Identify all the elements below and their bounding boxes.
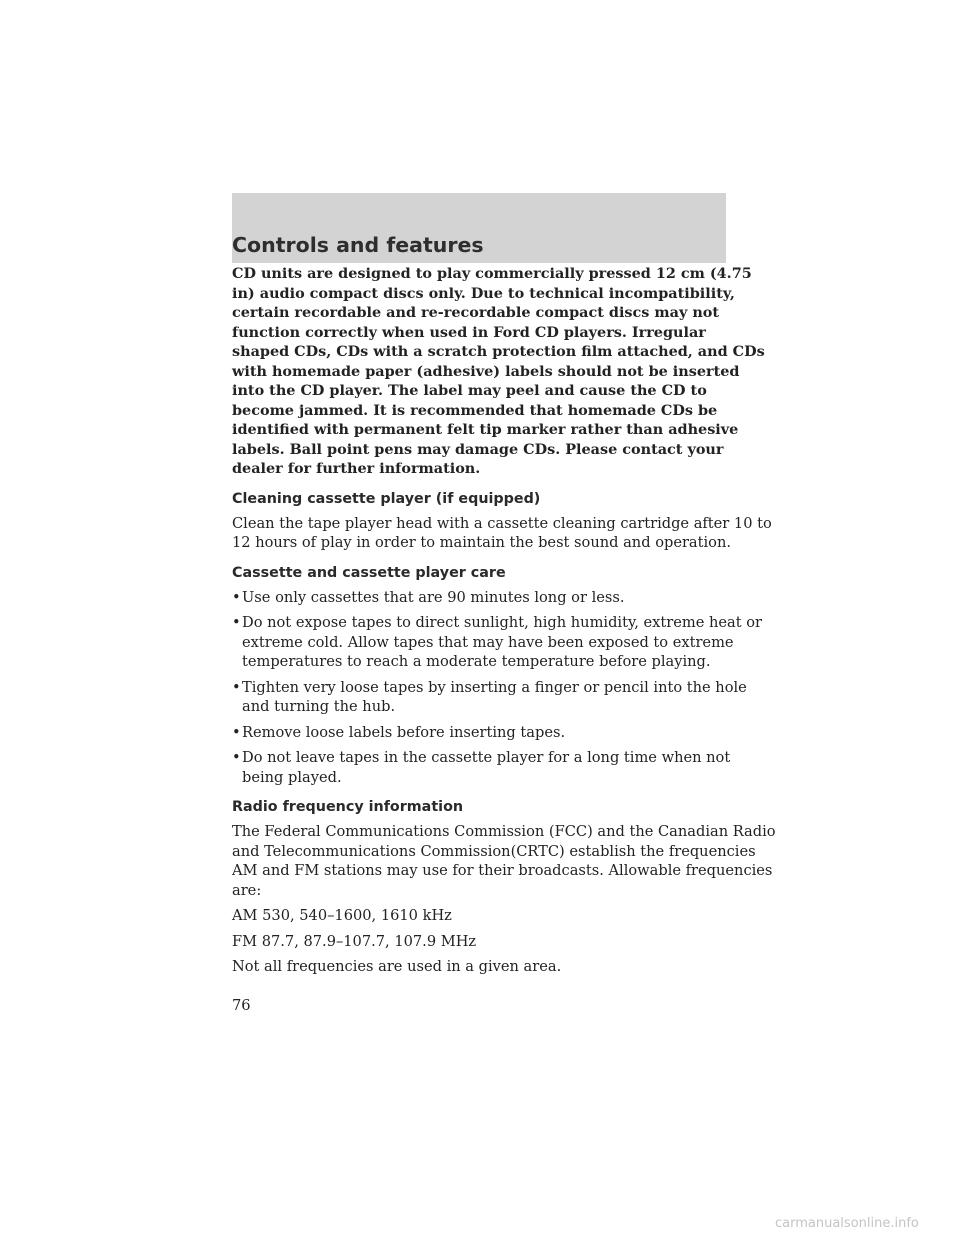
warning-line: with homemade paper (adhesive) labels should not be inserted: [232, 362, 740, 380]
list-item: [232, 613, 763, 672]
list-item-text: extreme cold. Allow tapes that may have been exposed to extreme: [242, 633, 734, 651]
warning-line: dealer for further information.: [232, 460, 481, 477]
radio-paragraph: [232, 822, 776, 900]
list-item-text: Tighten very loose tapes by inserting a finger or pencil into the hole: [242, 678, 747, 696]
radio-line: The Federal Communications Commission (FCC) and the Canadian Radio: [232, 823, 776, 840]
am-frequencies: AM 530, 540–1600, 1610 kHz: [232, 907, 452, 924]
care-heading: Cassette and cassette player care: [232, 564, 506, 581]
page-number: 76: [232, 997, 251, 1014]
cleaning-paragraph: [232, 514, 772, 553]
warning-line: certain recordable and re-recordable compact discs may not: [232, 304, 720, 321]
bullet-icon: •: [232, 678, 241, 696]
warning-line: into the CD player. The label may peel and cause the CD to: [232, 382, 707, 399]
warning-line: shaped CDs, CDs with a scratch protection film attached, and CDs: [232, 343, 765, 360]
cd-warning-paragraph: [232, 264, 765, 479]
warning-line: function correctly when used in Ford CD players. Irregular: [232, 323, 706, 341]
list-item: [232, 748, 736, 787]
list-item-text: Use only cassettes that are 90 minutes long or less.: [242, 588, 625, 606]
radio-heading: Radio frequency information: [232, 799, 464, 815]
list-item-text: Do not leave tapes in the cassette player for a long time when not: [242, 749, 731, 766]
page-content: [232, 264, 776, 977]
bullet-icon: •: [232, 614, 241, 631]
warning-line: labels. Ball point pens may damage CDs. Please contact your: [232, 440, 724, 458]
list-item-text: Remove loose labels before inserting tapes.: [242, 723, 566, 741]
cleaning-line: Clean the tape player head with a cassette cleaning cartridge after 10 to: [232, 514, 772, 532]
fm-frequencies: FM 87.7, 87.9–107.7, 107.9 MHz: [232, 932, 477, 950]
cleaning-heading: Cleaning cassette player (if equipped): [232, 490, 541, 507]
radio-line: AM and FM stations may use for their broadcasts. Allowable frequencies: [232, 862, 773, 879]
list-item: [232, 678, 747, 717]
list-item-text: temperatures to reach a moderate temperature before playing.: [242, 653, 711, 670]
frequency-note: Not all frequencies are used in a given area.: [232, 958, 562, 975]
section-title: Controls and features: [232, 233, 484, 257]
warning-line: in) audio compact discs only. Due to technical incompatibility,: [232, 284, 735, 302]
cleaning-line: 12 hours of play in order to maintain the best sound and operation.: [232, 534, 731, 551]
warning-line: CD units are designed to play commercially pressed 12 cm (4.75: [232, 265, 752, 282]
list-item-text: Do not expose tapes to direct sunlight, high humidity, extreme heat or: [242, 614, 763, 631]
warning-line: identified with permanent felt tip marker rather than adhesive: [232, 421, 739, 438]
warning-line: become jammed. It is recommended that homemade CDs be: [232, 401, 718, 419]
list-item-text: and turning the hub.: [242, 698, 396, 715]
list-item-text: being played.: [242, 768, 342, 786]
list-item: [232, 588, 736, 608]
bullet-icon: •: [232, 723, 241, 741]
watermark: carmanualsonline.info: [775, 1216, 919, 1231]
radio-line: and Telecommunications Commission(CRTC) establish the frequencies: [232, 842, 756, 860]
list-item: [232, 723, 736, 743]
bullet-icon: •: [232, 749, 241, 766]
care-list: [232, 588, 763, 788]
bullet-icon: •: [232, 588, 241, 606]
radio-line: are:: [232, 881, 262, 899]
